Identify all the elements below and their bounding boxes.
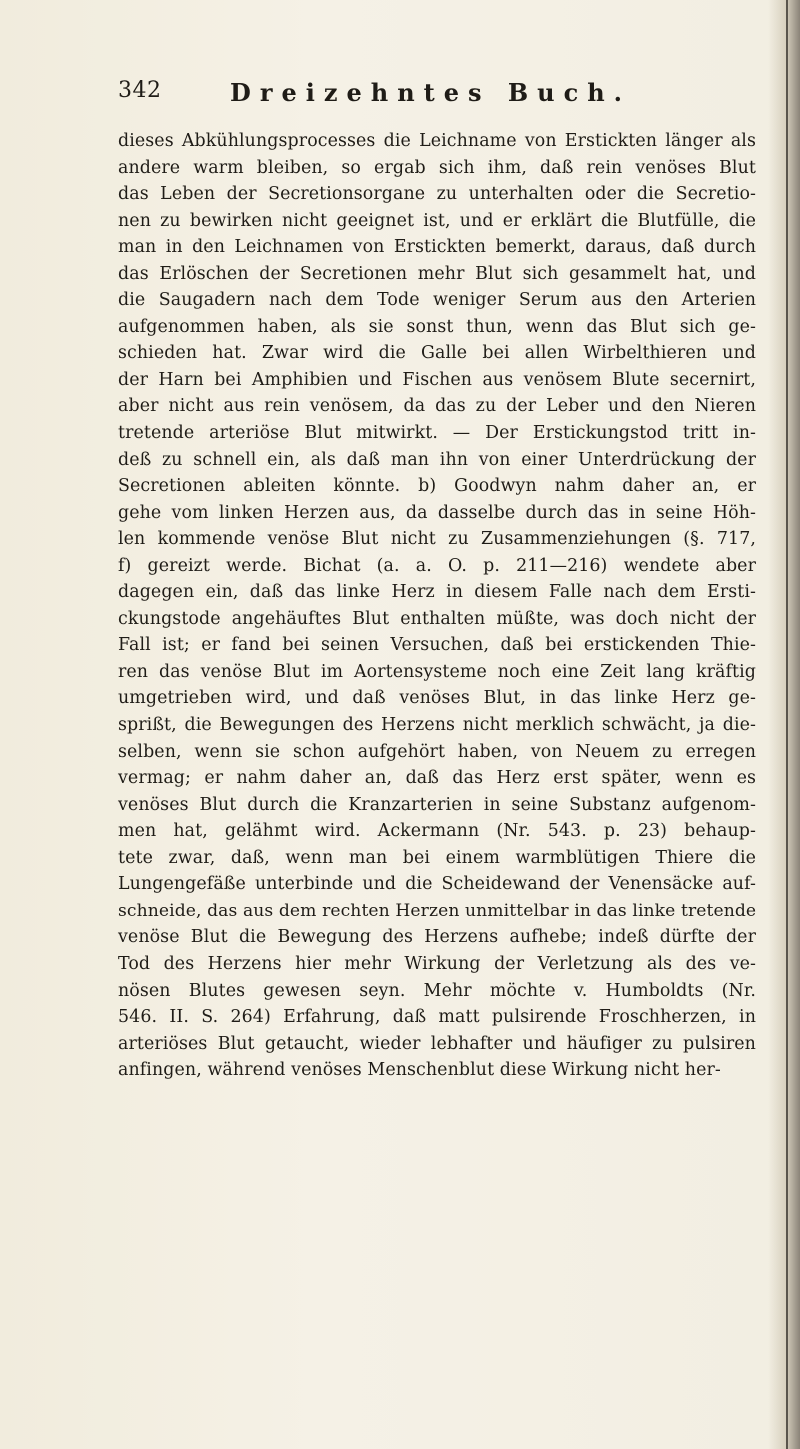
text-line: Secretionen ableiten könnte. b) Goodwyn nahm daher an, er [118,476,756,497]
text-line: len kommende venöse Blut nicht zu Zusammenziehungen (§. 717, [118,529,756,550]
text-line: Fall ist; er fand bei seinen Versuchen, daß bei erstickenden Thie- [118,635,756,656]
text-line: gehe vom linken Herzen aus, da dasselbe durch das in seine Höh- [118,502,756,523]
text-line: nen zu bewirken nicht geeignet ist, und er erklärt die Blutfülle, die [118,210,756,231]
text-line: nösen Blutes gewesen seyn. Mehr möchte v. Humboldts (Nr. [118,980,756,1001]
text-line: der Harn bei Amphibien und Fischen aus venösem Blute secernirt, [118,369,756,390]
page-header [118,78,758,118]
text-line: arteriöses Blut getaucht, wieder lebhafter und häufiger zu pulsiren [118,1033,756,1054]
text-line: aufgenommen haben, als sie sonst thun, wenn das Blut sich ge- [118,316,756,337]
text-line: venöses Blut durch die Kranzarterien in seine Substanz aufgenom- [118,794,756,815]
text-line: f) gereizt werde. Bichat (a. a. O. p. 211—216) wendete aber [118,555,756,576]
text-line: deß zu schnell ein, als daß man ihn von einer Unterdrückung der [118,449,756,470]
text-line: men hat, gelähmt wird. Ackermann (Nr. 543. p. 23) behaup- [118,821,756,842]
page-edge-shadow [768,0,800,1449]
text-line: vermag; er nahm daher an, daß das Herz erst später, wenn es [118,768,756,789]
text-line: dagegen ein, daß das linke Herz in diesem Falle nach dem Ersti- [118,582,756,603]
text-line: schneide, das aus dem rechten Herzen unmittelbar in das linke tretende [118,900,757,921]
text-line: schieden hat. Zwar wird die Galle bei allen Wirbelthieren und [118,343,756,364]
text-line: aber nicht aus rein venösem, da das zu der Leber und den Nieren [118,396,756,417]
text-line: tete zwar, daß, wenn man bei einem warmblütigen Thiere die [118,847,756,868]
text-line: das Leben der Secretionsorgane zu unterhalten oder die Secretio- [118,184,756,205]
text-line: Tod des Herzens hier mehr Wirkung der Verletzung als des ve- [118,953,756,974]
text-line: die Saugadern nach dem Tode weniger Serum aus den Arterien [118,290,756,311]
body-text [118,128,756,1084]
text-line: anfingen, während venöses Menschenblut diese Wirkung nicht her- [118,1060,721,1081]
running-title: Dreizehntes Buch. [230,78,632,107]
text-line: sprißt, die Bewegungen des Herzens nicht merklich schwächt, ja die- [118,715,756,736]
text-line: man in den Leichnamen von Erstickten bemerkt, daraus, daß durch [118,237,756,258]
text-line: selben, wenn sie schon aufgehört haben, von Neuem zu erregen [118,741,756,762]
text-line: das Erlöschen der Secretionen mehr Blut sich gesammelt hat, und [118,263,756,284]
text-line: tretende arteriöse Blut mitwirkt. — Der Erstickungstod tritt in- [118,423,756,444]
text-line: dieses Abkühlungsprocesses die Leichname von Erstickten länger als [118,131,756,151]
text-line: umgetrieben wird, und daß venöses Blut, in das linke Herz ge- [118,688,756,709]
text-line: venöse Blut die Bewegung des Herzens aufhebe; indeß dürfte der [118,927,756,948]
text-line: andere warm bleiben, so ergab sich ihm, daß rein venöses Blut [118,157,756,178]
page-number: 342 [118,78,162,103]
text-line: 546. II. S. 264) Erfahrung, daß matt pulsirende Froschherzen, in [118,1007,756,1028]
text-line: Lungengefäße unterbinde und die Scheidewand der Venensäcke auf- [118,874,756,895]
text-line: ren das venöse Blut im Aortensysteme noch eine Zeit lang kräftig [118,661,756,682]
text-line: ckungstode angehäuftes Blut enthalten müßte, was doch nicht der [118,608,756,629]
